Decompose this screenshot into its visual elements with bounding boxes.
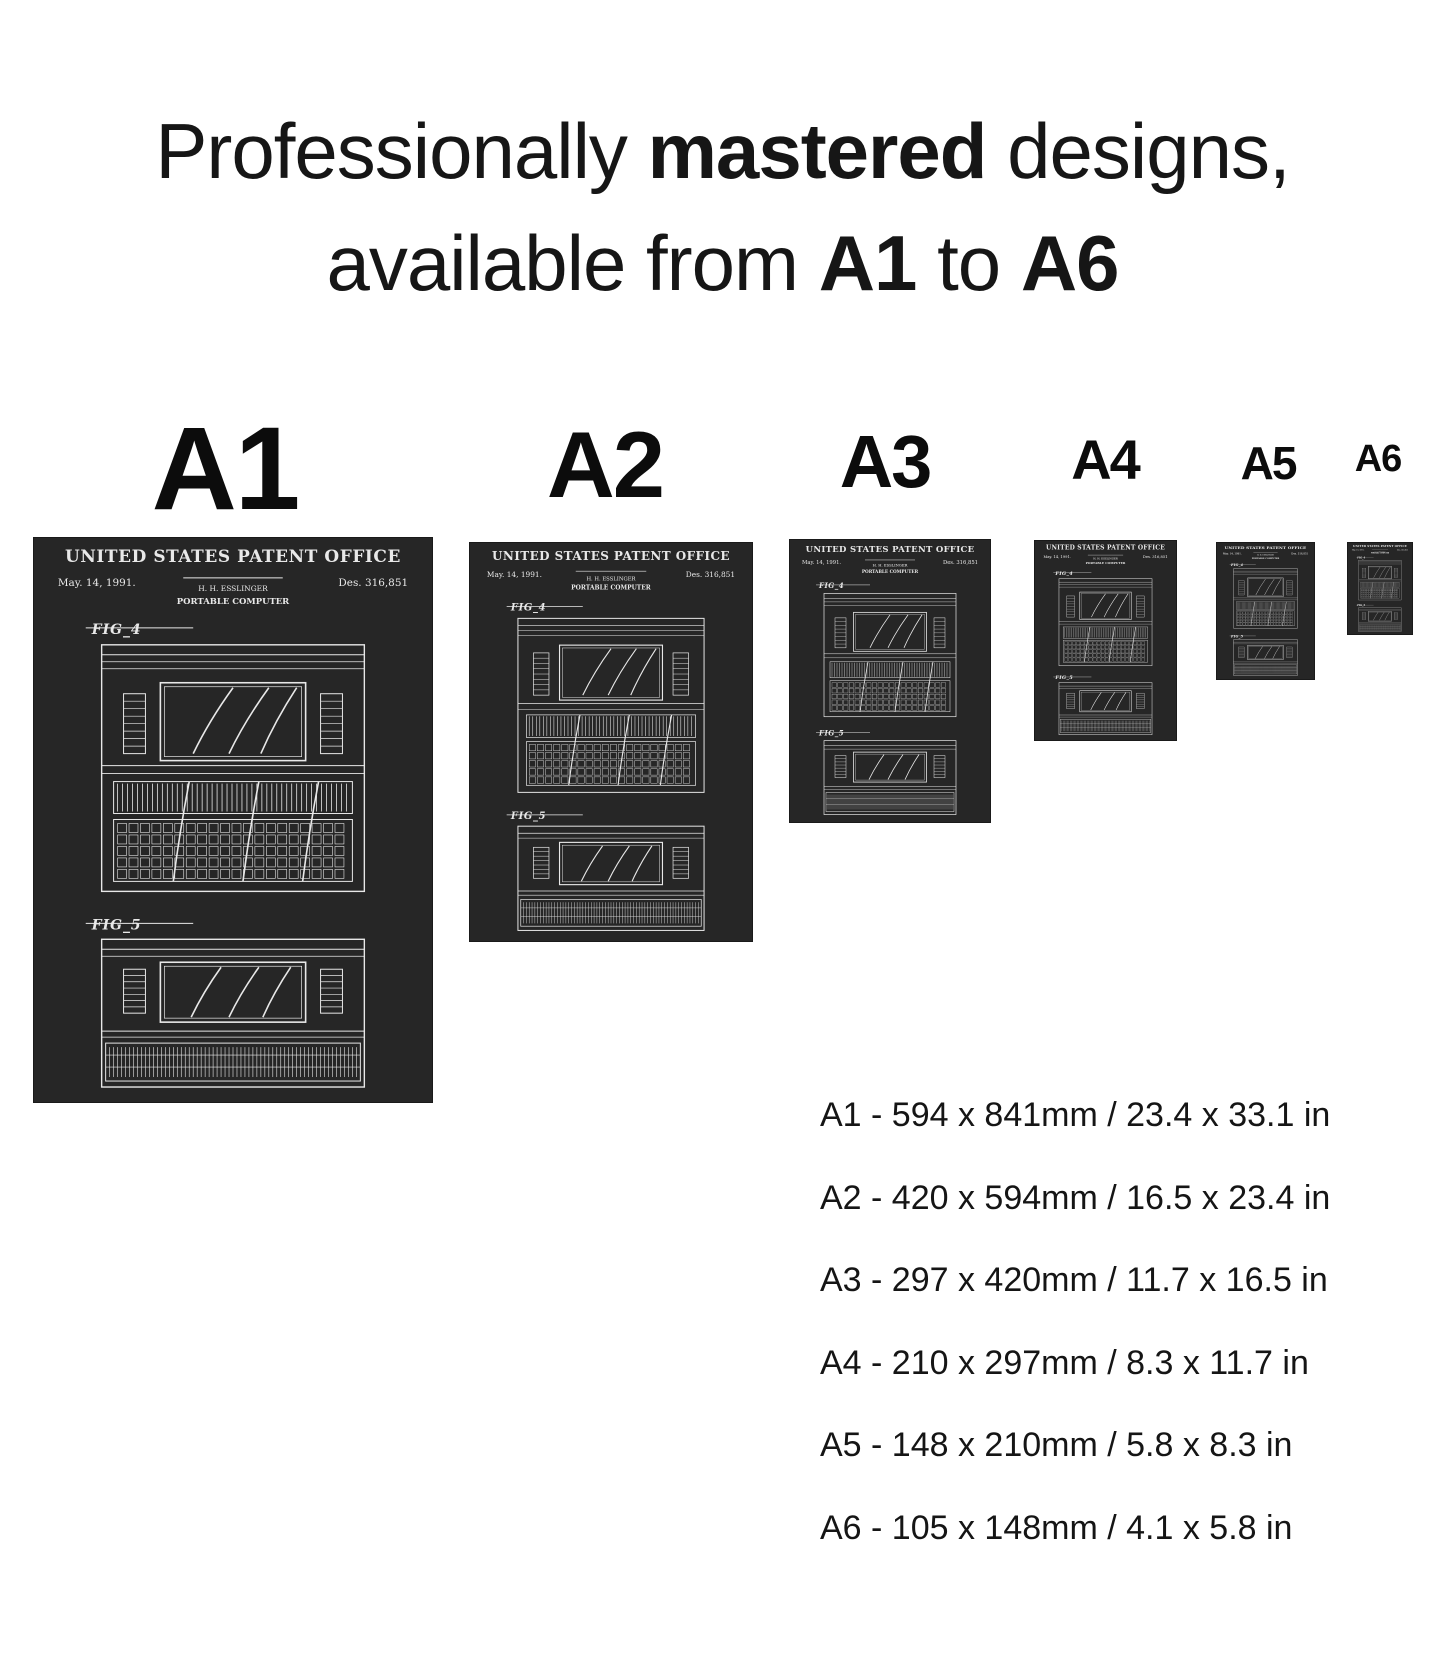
fig-4-label: FIG_4 [1231,563,1244,568]
poster-a2 [470,543,752,941]
size-spec-a3: A3 - 297 x 420mm / 11.7 x 16.5 in [820,1261,1328,1299]
patent-office-heading: UNITED STATES PATENT OFFICE [1353,543,1407,548]
patent-drawing [34,538,432,1102]
patent-title: PORTABLE COMPUTER [861,568,919,574]
patent-inventor: H. H. ESSLINGER [1374,551,1386,553]
fig-5-drawing [1359,608,1401,632]
fig-4-label: FIG_4 [1055,570,1074,577]
poster-a1 [34,538,432,1102]
size-spec-a4: A4 - 210 x 297mm / 8.3 x 11.7 in [820,1343,1309,1382]
patent-office-heading: UNITED STATES PATENT OFFICE [1046,544,1165,552]
patent-inventor: H. H. ESSLINGER [586,576,636,583]
headline-text: Professionally [155,107,627,195]
fig-5-label: FIG_5 [91,917,142,934]
headline-text: available from [326,219,799,307]
patent-inventor: H. H. ESSLINGER [1257,554,1274,557]
fig-5-label: FIG_5 [819,728,845,738]
patent-title: PORTABLE COMPUTER [571,584,651,592]
fig-5-label: FIG_5 [1357,604,1366,608]
patent-number: Des. 316,851 [1291,552,1309,556]
size-label-a1: A1 [151,403,299,535]
patent-title: PORTABLE COMPUTER [1085,561,1126,566]
fig-4-drawing [1059,579,1152,666]
fig-5-label: FIG_5 [1055,675,1074,682]
poster-a3 [790,540,990,822]
headline-text: designs, [1007,107,1290,195]
size-spec-a2: A2 - 420 x 594mm / 16.5 x 23.4 in [820,1178,1331,1217]
patent-drawing [790,540,990,822]
patent-date: May. 14, 1991. [802,559,842,566]
fig-4-label: FIG_4 [510,602,547,614]
fig-5-drawing [824,741,956,815]
size-label-a2: A2 [546,412,664,517]
size-spec-a5: A5 - 148 x 210mm / 5.8 x 8.3 in [820,1426,1293,1464]
patent-date: May. 14, 1991. [486,569,542,579]
size-spec-a6: A6 - 105 x 148mm / 4.1 x 5.8 in [820,1508,1293,1547]
patent-title: PORTABLE COMPUTER [176,595,290,606]
fig-4-drawing [102,645,365,892]
fig-4-label: FIG_4 [1357,556,1366,560]
fig-4-drawing [824,593,956,716]
fig-5-drawing [102,939,365,1087]
patent-drawing [470,543,752,941]
fig-4-drawing [518,618,704,792]
patent-number: Des. 316,851 [1397,549,1409,552]
patent-drawing [1348,543,1412,634]
fig-4-label: FIG_4 [91,621,142,638]
headline-line-2 [0,207,1445,319]
fig-5-drawing [518,826,704,930]
poster-a6 [1348,543,1412,634]
poster-a5 [1217,543,1314,679]
size-spec-list [820,1098,1330,1593]
patent-office-heading: UNITED STATES PATENT OFFICE [1224,544,1307,550]
patent-inventor: H. H. ESSLINGER [1093,557,1118,561]
patent-date: May. 14, 1991. [57,576,136,589]
patent-office-heading: UNITED STATES PATENT OFFICE [805,544,975,555]
poster-a4 [1035,541,1176,740]
patent-date: May. 14, 1991. [1351,549,1365,552]
patent-number: Des. 316,851 [685,569,736,579]
patent-title: PORTABLE COMPUTER [1251,557,1280,560]
fig-5-label: FIG_5 [1231,634,1244,639]
fig-4-drawing [1233,569,1297,628]
patent-inventor: H. H. ESSLINGER [198,583,268,593]
fig-4-label: FIG_4 [819,580,845,590]
headline-line-1 [0,95,1445,207]
patent-inventor: H. H. ESSLINGER [872,563,908,568]
size-spec-a1: A1 - 594 x 841mm / 23.4 x 33.1 in [820,1096,1331,1134]
headline [0,95,1445,319]
fig-5-drawing [1233,640,1297,676]
patent-drawing [1035,541,1176,740]
fig-5-drawing [1059,683,1152,735]
patent-drawing [1217,543,1314,679]
patent-number: Des. 316,851 [943,559,978,566]
fig-5-label: FIG_5 [510,811,547,823]
size-label-a3: A3 [839,420,931,503]
patent-date: May. 14, 1991. [1222,552,1242,556]
headline-bold: A1 [818,219,917,307]
headline-bold: mastered [647,107,987,195]
headline-text: to [937,219,1001,307]
patent-number: Des. 316,851 [338,576,409,589]
patent-office-heading: UNITED STATES PATENT OFFICE [65,545,401,566]
patent-office-heading: UNITED STATES PATENT OFFICE [492,548,730,563]
size-label-a5: A5 [1240,437,1296,489]
patent-date: May. 14, 1991. [1043,554,1071,559]
patent-number: Des. 316,851 [1142,554,1168,559]
headline-bold: A6 [1020,219,1119,307]
size-label-a6: A6 [1354,438,1402,480]
size-label-a4: A4 [1071,428,1139,491]
patent-title: PORTABLE COMPUTER [1370,553,1390,555]
fig-4-drawing [1359,560,1401,600]
